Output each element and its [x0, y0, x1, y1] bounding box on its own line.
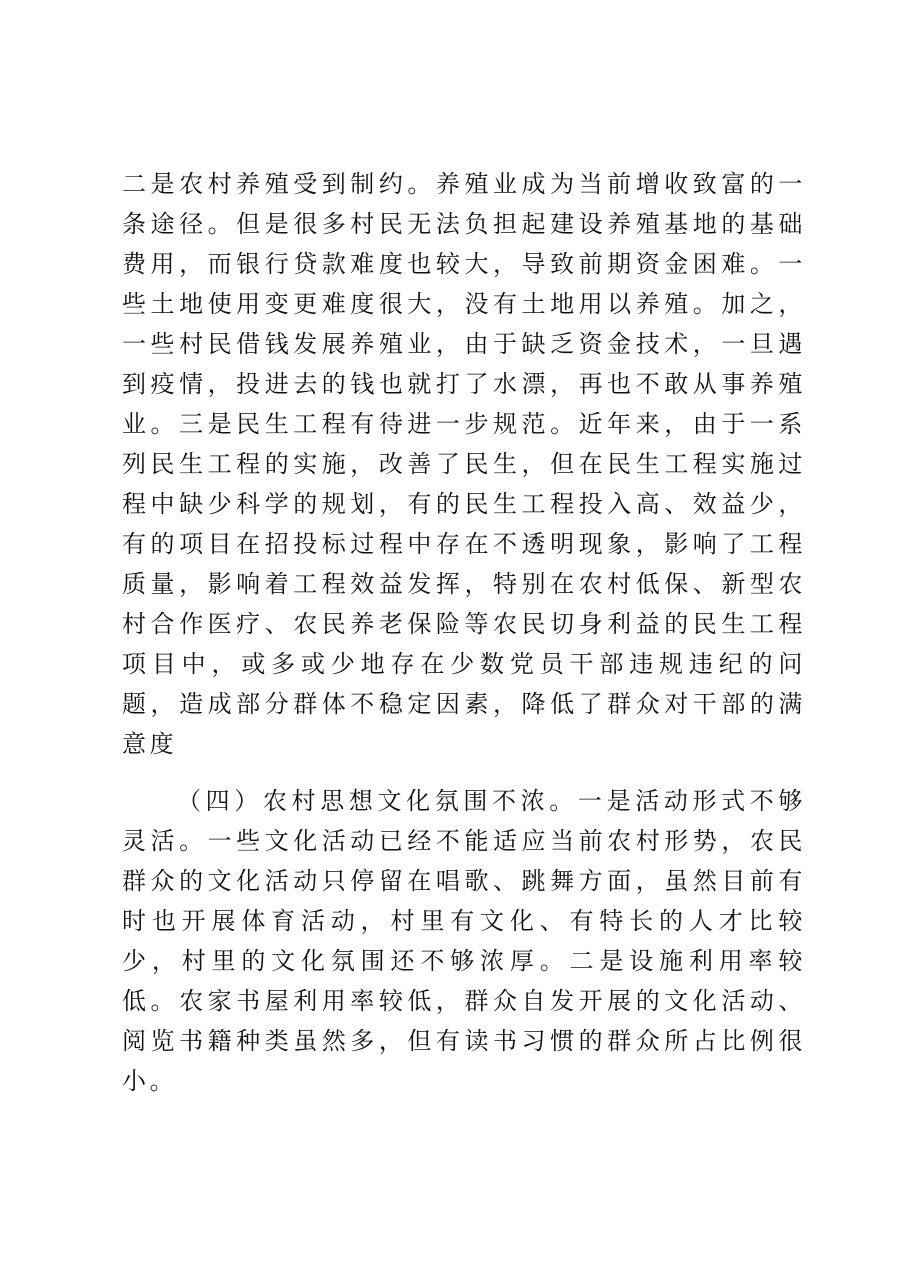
document-body	[122, 164, 806, 1101]
paragraph-farming-livelihood: 二是农村养殖受到制约。养殖业成为当前增收致富的一条途径。但是很多村民无法负担起建设养殖基地的基础费用，而银行贷款难度也较大，导致前期资金困难。一些土地使用变更难度很大，没有土地用以养殖。加之，一些村民借钱发展养殖业，由于缺乏资金技术，一旦遇到疫情，投进去的钱也就打了水漂，再也不敢从事养殖业。三是民生工程有待进一步规范。近年来，由于一系列民生工程的实施，改善了民生，但在民生工程实施过程中缺少科学的规划，有的民生工程投入高、效益少，有的项目在招投标过程中存在不透明现象，影响了工程质量，影响着工程效益发挥，特别在农村低保、新型农村合作医疗、农民养老保险等农民切身利益的民生工程项目中，或多或少地存在少数党员干部违规违纪的问题，造成部分群体不稳定因素，降低了群众对干部的满意度	[122, 170, 806, 758]
paragraph-rural-culture: （四）农村思想文化氛围不浓。一是活动形式不够灵活。一些文化活动已经不能适应当前农村形势，农民群众的文化活动只停留在唱歌、跳舞方面，虽然目前有时也开展体育活动，村里有文化、有特长的人才比较少，村里的文化氛围还不够浓厚。二是设施利用率较低。农家书屋利用率较低，群众自发开展的文化活动、阅览书籍种类虽然多，但有读书习惯的群众所占比例很小。	[122, 787, 806, 1095]
